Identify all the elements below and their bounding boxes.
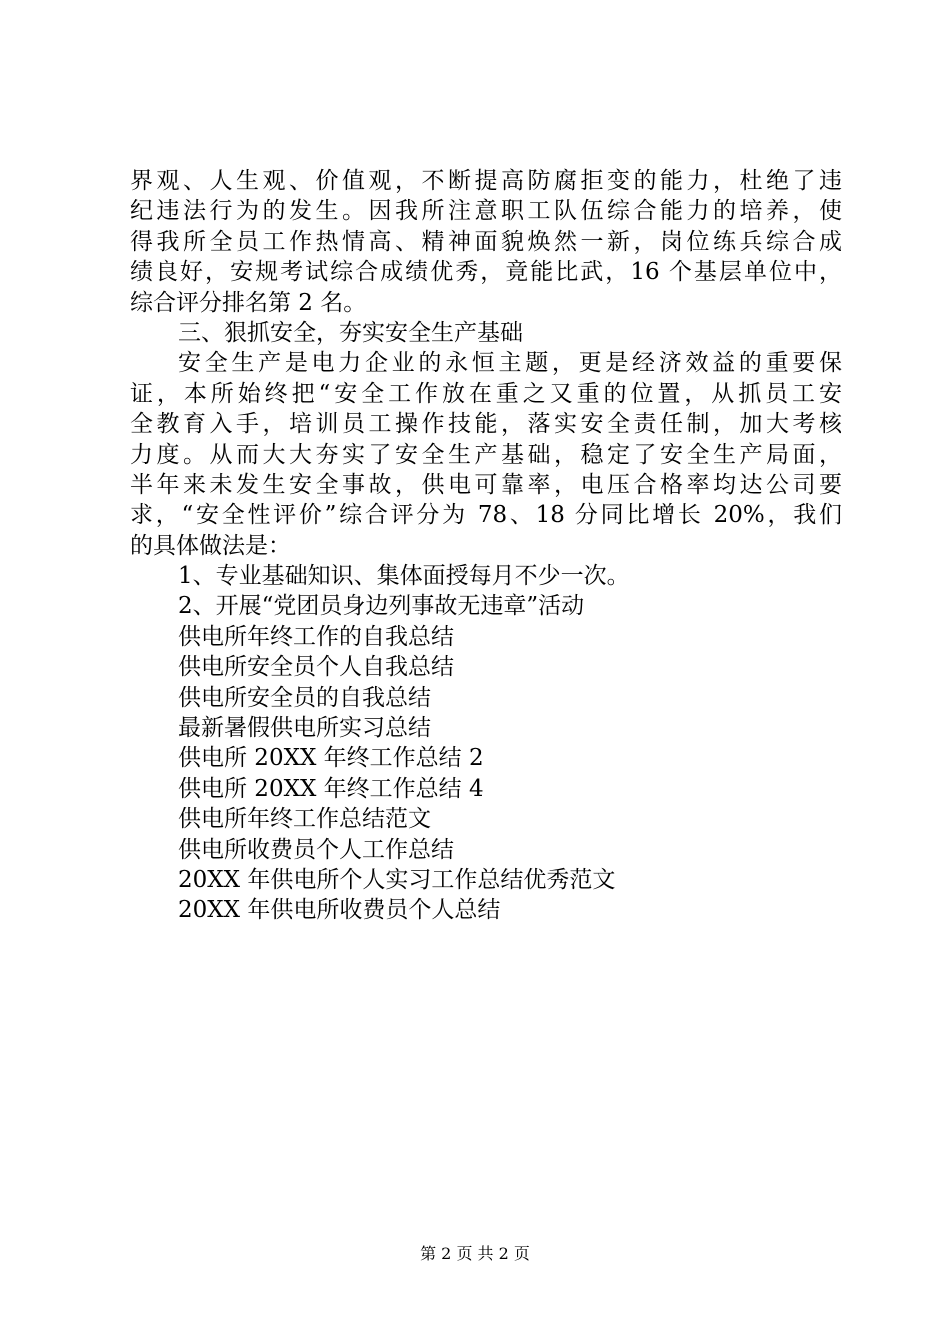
related-title: 供电所年终工作总结范文 (178, 806, 431, 833)
list-item: 1、专业基础知识、集体面授每月不少一次。 (178, 563, 630, 590)
text-line: 全教育入手，培训员工操作技能，落实安全责任制，加大考核 (130, 411, 842, 438)
document-body (130, 166, 842, 926)
text-line: 综合评分排名第 2 名。 (130, 289, 367, 316)
section-heading: 三、狠抓安全，夯实安全生产基础 (178, 319, 523, 346)
text-line: 纪违法行为的发生。因我所注意职工队伍综合能力的培养，使 (130, 198, 842, 225)
text-line: 界观、人生观、价值观，不断提高防腐拒变的能力，杜绝了违 (130, 168, 842, 194)
related-title: 供电所收费员个人工作总结 (178, 836, 454, 863)
page-footer: 第 2 页 共 2 页 (420, 1244, 530, 1263)
text-line: 得我所全员工作热情高、精神面貌焕然一新，岗位练兵综合成 (130, 228, 842, 255)
related-title: 20XX 年供电所收费员个人总结 (178, 897, 501, 924)
related-title: 供电所年终工作的自我总结 (178, 623, 454, 650)
related-title: 20XX 年供电所个人实习工作总结优秀范文 (178, 866, 616, 893)
paragraph-2 (130, 348, 842, 561)
related-title: 供电所 20XX 年终工作总结 4 (178, 775, 484, 802)
measures-list (130, 561, 842, 622)
text-line: 半年来未发生安全事故，供电可靠率，电压合格率均达公司要 (130, 471, 842, 498)
related-title: 供电所 20XX 年终工作总结 2 (178, 745, 484, 772)
related-title: 供电所安全员的自我总结 (178, 684, 431, 711)
text-line: 证，本所始终把“安全工作放在重之又重的位置，从抓员工安 (130, 380, 842, 407)
related-title: 最新暑假供电所实习总结 (178, 715, 431, 742)
list-item: 2、开展“党团员身边列事故无违章”活动 (178, 593, 585, 620)
text-line: 力度。从而大大夯实了安全生产基础，稳定了安全生产局面， (130, 441, 842, 468)
text-line: 的具体做法是： (130, 532, 291, 559)
paragraph-1 (130, 166, 842, 318)
text-line: 绩良好，安规考试综合成绩优秀，竟能比武，16 个基层单位中， (130, 259, 842, 286)
text-line: 安全生产是电力企业的永恒主题，更是经济效益的重要保 (178, 350, 842, 377)
text-line: 求，“安全性评价”综合评分为 78、18 分同比增长 20%，我们 (130, 502, 842, 529)
related-title: 供电所安全员个人自我总结 (178, 654, 454, 681)
related-titles-list (130, 622, 842, 926)
